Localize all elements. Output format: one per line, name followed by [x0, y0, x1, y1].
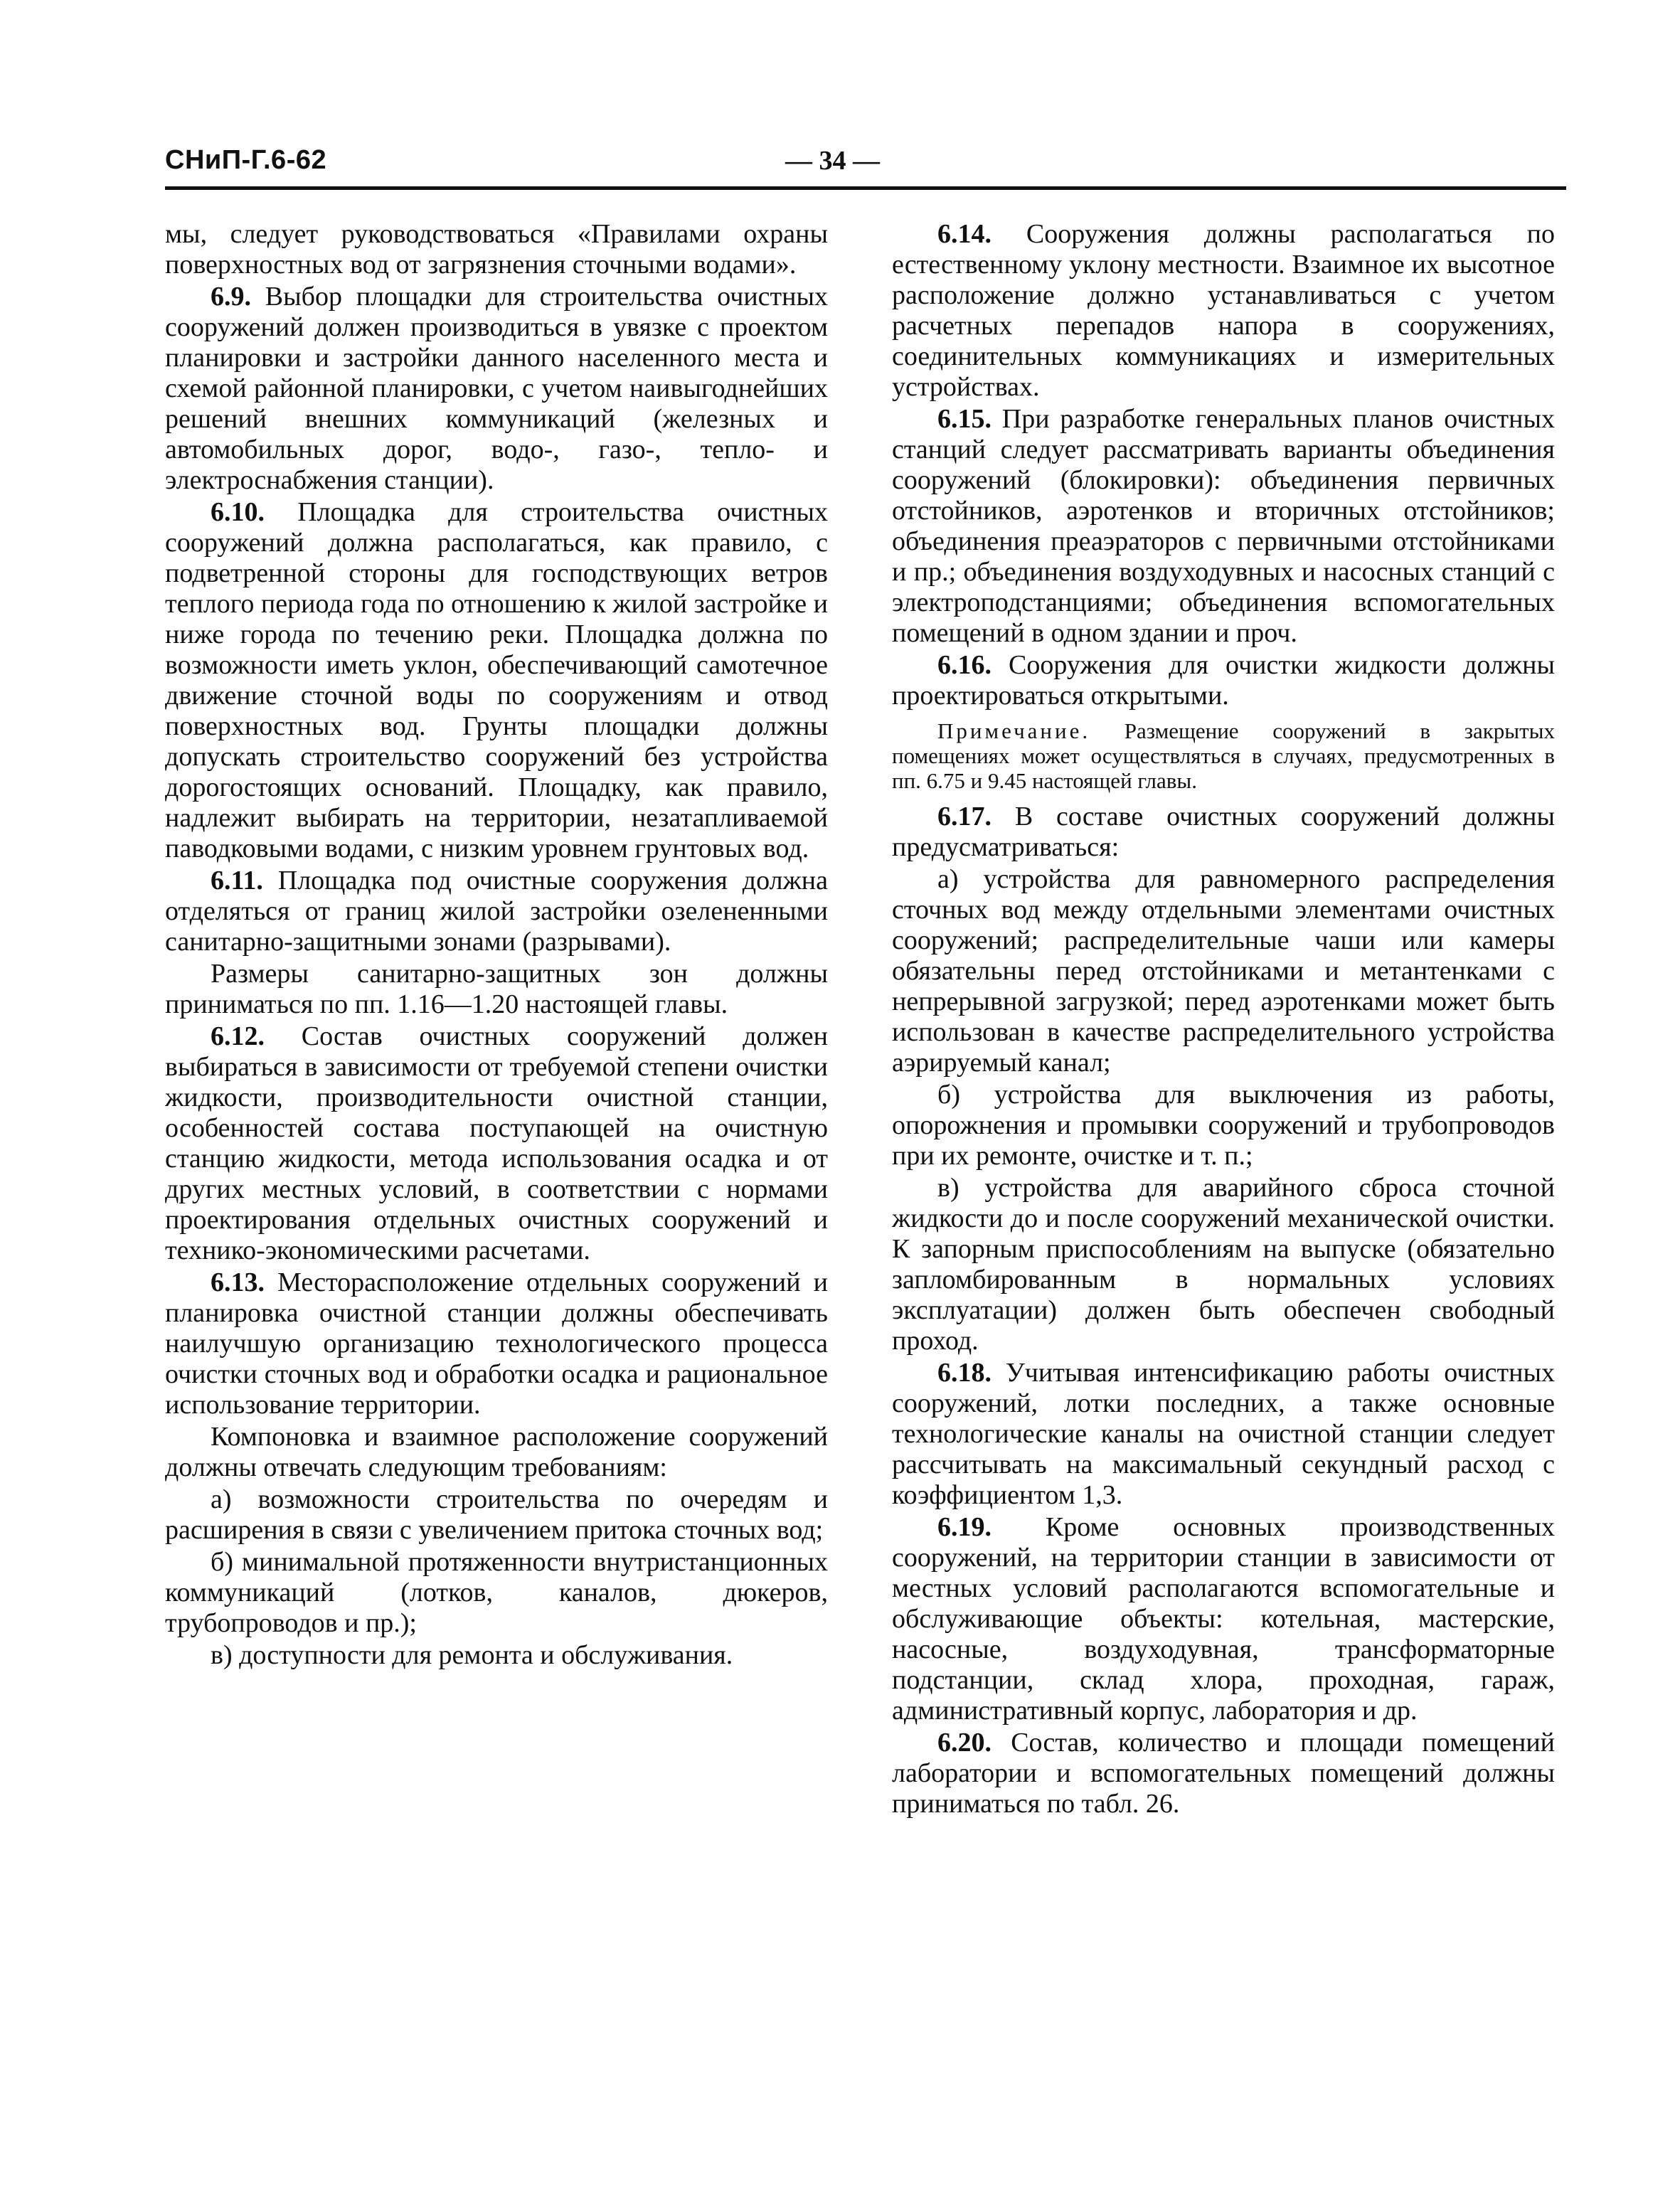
document-code: СНиП-Г.6-62	[165, 145, 327, 175]
clause-6-20: 6.20. Состав, количество и площади помещений лаборатории и вспомогательных помещений должны приниматься по табл. 26.	[892, 1728, 1555, 1819]
clause-6-12: 6.12. Состав очистных сооружений должен выбираться в зависимости от требуемой степени очистки жидкости, производительности очистной станции, особенностей состава поступающей на очистную станцию жидкости, метода использования осадка и от других местных условий, в соответствии с нормами проектирования отдельных очистных сооружений и технико-экономическими расчетами.	[165, 1021, 828, 1265]
list-item: в) устройства для аварийного сброса сточной жидкости до и после сооружений механической очистки. К запорным приспособлениям на выпуске (обязательно запломбированным в нормальных условиях эксплуатации) должен быть обеспечен свободный проход.	[892, 1173, 1555, 1356]
header-rule	[165, 186, 1566, 190]
page-number: — 34 —	[785, 146, 880, 176]
paragraph: мы, следует руководствоваться «Правилами охраны поверхностных вод от загрязнения сточными водами».	[165, 219, 828, 280]
clause-6-14: 6.14. Сооружения должны располагаться по естественному уклону местности. Взаимное их высотное расположение должно устанавливаться с учетом расчетных перепадов напора в сооружениях, соединительных коммуникациях и измерительных устройствах.	[892, 219, 1555, 402]
left-column	[165, 219, 828, 1672]
clause-6-13: 6.13. Месторасположение отдельных сооружений и планировка очистной станции должны обеспечивать наилучшую организацию технологического процесса очистки сточных вод и обработки осадка и рациональное использование территории.	[165, 1267, 828, 1420]
paragraph: Размеры санитарно-защитных зон должны приниматься по пп. 1.16—1.20 настоящей главы.	[165, 959, 828, 1019]
clause-6-18: 6.18. Учитывая интенсификацию работы очистных сооружений, лотки последних, а также основные технологические каналы на очистной станции следует рассчитывать на максимальный секундный расход с коэффициентом 1,3.	[892, 1358, 1555, 1510]
list-item: в) доступности для ремонта и обслуживания.	[211, 1640, 733, 1670]
clause-6-11: 6.11. Площадка под очистные сооружения должна отделяться от границ жилой застройки озелененными санитарно-защитными зонами (разрывами).	[165, 866, 828, 957]
clause-6-15: 6.15. При разработке генеральных планов очистных станций следует рассматривать варианты объединения сооружений (блокировки): объединения первичных отстойников, аэротенков и вторичных отстойников; объединения преаэраторов с первичными отстойниками и пр.; объединения воздуходувных и насосных станций с электроподстанциями; объединения вспомогательных помещений в одном здании и проч.	[892, 404, 1555, 648]
list-item: б) минимальной протяженности внутристанционных коммуникаций (лотков, каналов, дюкеров, трубопроводов и пр.);	[165, 1547, 828, 1638]
clause-6-10: 6.10. Площадка для строительства очистных сооружений должна располагаться, как правило, с подветренной стороны для господствующих ветров теплого периода года по отношению к жилой застройке и ниже города по течению реки. Площадка должна по возможности иметь уклон, обеспечивающий самотечное движение сточной воды по сооружениям и отвод поверхностных вод. Грунты площадки должны допускать строительство сооружений без устройства дорогостоящих оснований. Площадку, как правило, надлежит выбирать на территории, незатапливаемой паводковыми водами, с низким уровнем грунтовых вод.	[165, 497, 828, 863]
clause-6-19: 6.19. Кроме основных производственных сооружений, на территории станции в зависимости от местных условий располагаются вспомогательные и обслуживающие объекты: котельная, мастерские, насосные, воздуходувная, трансформаторные подстанции, склад хлора, проходная, гараж, административный корпус, лаборатория и др.	[892, 1512, 1555, 1726]
paragraph: Компоновка и взаимное расположение сооружений должны отвечать следующим требованиям:	[165, 1422, 828, 1482]
right-column	[892, 219, 1555, 1821]
clause-6-9: 6.9. Выбор площадки для строительства очистных сооружений должен производиться в увязке с проектом планировки и застройки данного населенного места и схемой районной планировки, с учетом наивыгоднейших решений внешних коммуникаций (железных и автомобильных дорог, водо-, газо-, тепло- и электроснабжения станции).	[165, 282, 828, 495]
list-item: а) возможности строительства по очередям и расширения в связи с увеличением притока сточных вод;	[165, 1484, 828, 1545]
list-item: б) устройства для выключения из работы, опорожнения и промывки сооружений и трубопроводов при их ремонте, очистке и т. п.;	[892, 1080, 1555, 1171]
note: Примечание. Размещение сооружений в закрытых помещениях может осуществляться в случаях, предусмотренных в пп. 6.75 и 9.45 настоящей главы.	[892, 718, 1555, 793]
list-item: а) устройства для равномерного распределения сточных вод между отдельными элементами очистных сооружений; распределительные чаши или камеры обязательны перед отстойниками и метантенками с непрерывной загрузкой; перед аэротенками может быть использован в качестве распределительного устройства аэрируемый канал;	[892, 864, 1555, 1078]
clause-6-16: 6.16. Сооружения для очистки жидкости должны проектироваться открытыми.	[892, 650, 1555, 711]
clause-6-17: 6.17. В составе очистных сооружений должны предусматриваться:	[892, 802, 1555, 862]
note-label: Примечание.	[937, 718, 1091, 743]
page-header	[165, 145, 1566, 185]
